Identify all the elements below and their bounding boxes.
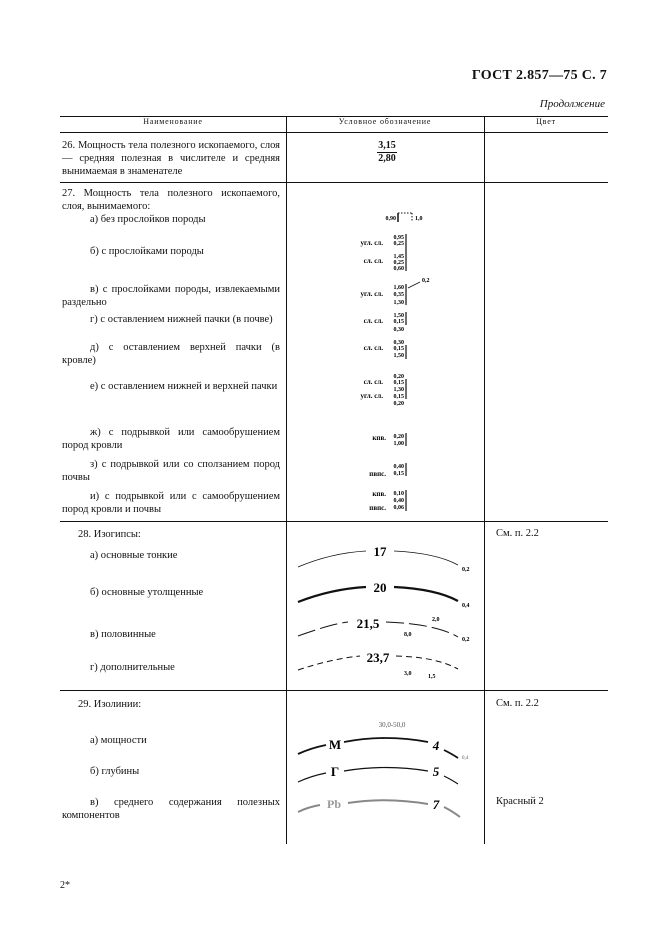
row-rule: [60, 690, 608, 691]
header-rule: [60, 132, 608, 133]
sym-label: кпв.: [372, 490, 386, 498]
line-width-label: 0,2: [462, 637, 470, 643]
sym-label: сл. сл.: [363, 257, 383, 265]
contour-line: [298, 551, 366, 567]
contour-line: [298, 622, 348, 636]
leader-line: [408, 282, 420, 288]
contour-line: [394, 587, 458, 601]
fraction-numerator: 3,15: [378, 140, 396, 151]
sym-label: 0,15: [393, 380, 404, 386]
row-27-g: г) с оставлением нижней пачки (в почве): [90, 314, 273, 325]
row-27-symbols: [286, 183, 484, 521]
row-28-color: См. п. 2.2: [496, 528, 539, 539]
sym-label: 0,20: [393, 401, 404, 407]
row-28-v: в) половинные: [90, 629, 156, 640]
dash-gap-label: 8,0: [404, 632, 412, 638]
row-28-title: 28. Изогипсы:: [78, 529, 141, 540]
sym-label: сл. сл.: [363, 378, 383, 386]
isoline: [444, 807, 460, 817]
sym-label: пвпс.: [369, 504, 386, 512]
contour-line: [394, 551, 458, 565]
sym-label: 0,60: [393, 266, 404, 272]
row-28-symbols: [286, 535, 484, 685]
isoline-value: 7: [432, 797, 440, 812]
row-27-e: е) с оставлением нижней и верхней пачки: [90, 381, 278, 392]
column-header-symbol: Условное обозначение: [338, 117, 432, 126]
contour-value: 20: [373, 580, 387, 595]
row-28-a: а) основные тонкие: [90, 550, 178, 561]
isoline-thickness: [298, 737, 469, 761]
row-26-fraction: [362, 140, 412, 165]
sym-label: 0,15: [393, 471, 404, 477]
row-27-z: з) с подрывкой или со сползанием пород почвы: [62, 459, 280, 483]
symbol-27g: [364, 312, 406, 333]
isoline-content: [298, 797, 460, 817]
row-29-b: б) глубины: [90, 766, 140, 777]
isoline: [348, 800, 428, 804]
row-27-d: д) с оставлением верхней пачки (в кровле): [62, 342, 280, 366]
sym-label: 0,40: [393, 464, 404, 470]
symbol-27e: [360, 374, 406, 407]
isoline: [344, 768, 428, 772]
isohypse-half: [298, 616, 470, 643]
isoline-depth: [298, 764, 458, 784]
sym-label: 0,20: [393, 434, 404, 440]
dash-length-label: 3,0: [404, 671, 412, 677]
sym-label: 0,2: [422, 278, 430, 284]
isoline: [298, 805, 320, 812]
fraction-denominator: 2,80: [378, 153, 396, 164]
row-29-color-v: Красный 2: [496, 796, 544, 807]
row-27-a: а) без прослойков породы: [90, 214, 206, 225]
sym-label: сл. сл.: [363, 317, 383, 325]
row-29-color: См. п. 2.2: [496, 698, 539, 709]
sym-label: 1,30: [393, 387, 404, 393]
row-rule: [60, 521, 608, 522]
row-27-b: б) с прослойками породы: [90, 246, 204, 257]
contour-line: [396, 656, 458, 669]
row-26-text: 26. Мощность тела полезного ископаемого, слоя — средняя полезная в числителе и средняя вынимаемая в знаменателе: [62, 140, 280, 177]
sym-label: 0,35: [393, 292, 404, 298]
sym-label: 0,15: [393, 319, 404, 325]
contour-line: [298, 656, 360, 670]
contour-value: 21,5: [356, 616, 380, 631]
isoline-value: 4: [432, 738, 440, 753]
contour-line: [386, 622, 458, 637]
sym-label: 0,95: [393, 235, 404, 241]
sym-label: кпв.: [372, 434, 386, 442]
sym-label: 0,25: [393, 260, 404, 266]
symbol-27z: [369, 463, 406, 478]
sym-label: 0,30: [393, 340, 404, 346]
row-28-g: г) дополнительные: [90, 662, 175, 673]
row-29-a: а) мощности: [90, 735, 147, 746]
sym-label: 0,30: [393, 327, 404, 333]
symbol-27zh: [372, 433, 406, 447]
sym-label: 1,00: [393, 441, 404, 447]
line-width-label: 0,4: [462, 603, 470, 609]
sym-label: пвпс.: [369, 470, 386, 478]
dash-gap-label: 1,5: [428, 674, 436, 680]
isoline: [444, 750, 458, 758]
row-27-title: 27. Мощность тела полезного ископаемого, слоя, вынимаемого:: [62, 188, 280, 212]
row-29-v: в) среднего содержания полезных компонентов: [62, 797, 280, 821]
row-27-zh: ж) с подрывкой или самообрушением пород кровли: [62, 427, 280, 451]
sym-label: 0,90: [385, 216, 396, 222]
isoline: [298, 745, 326, 754]
symbol-27a: [386, 213, 423, 222]
continuation-label: Продолжение: [539, 98, 605, 110]
sym-label: угл. сл.: [360, 239, 383, 247]
isoline-value: 5: [432, 764, 440, 779]
row-28-b: б) основные утолщенные: [90, 587, 204, 598]
column-header-name: Наименование: [143, 117, 203, 126]
row-27-v: в) с прослойками породы, извлекаемыми раздельно: [62, 284, 280, 308]
isohypse-thin: [298, 544, 470, 573]
isoline: [344, 738, 428, 742]
line-width-label: 0,2: [462, 567, 470, 573]
sym-label: 0,15: [393, 346, 404, 352]
sym-label: 1,0: [415, 216, 423, 222]
contour-value: 17: [373, 544, 387, 559]
dash-length-label: 2,0: [432, 617, 440, 623]
isoline-letter: Г: [330, 764, 340, 779]
sym-label: 0,25: [393, 241, 404, 247]
sym-label: 1,30: [393, 300, 404, 306]
sym-label: 0,10: [393, 491, 404, 497]
page-header: ГОСТ 2.857—75 С. 7: [471, 68, 607, 83]
isoline: [298, 773, 326, 782]
isoline: [444, 776, 458, 784]
sym-label: 0,06: [393, 505, 404, 511]
symbol-27b: [360, 234, 406, 272]
column-header-color: Цвет: [536, 117, 556, 126]
sym-label: 1,60: [393, 285, 404, 291]
sym-label: 0,15: [393, 394, 404, 400]
line-width-label: 0,4: [462, 756, 469, 761]
sym-label: 0,40: [393, 498, 404, 504]
sym-label: 1,45: [393, 254, 404, 260]
row-29-title: 29. Изолинии:: [78, 699, 142, 710]
sym-label: 1,50: [393, 353, 404, 359]
symbol-27v: [360, 278, 429, 306]
isoline-letter: М: [328, 737, 342, 752]
sym-label: сл. сл.: [363, 344, 383, 352]
row-29-symbols: [286, 712, 484, 827]
sym-label: угл. сл.: [360, 392, 383, 400]
row-27-i: и) с подрывкой или с самообрушением пород кровли и почвы: [62, 491, 280, 515]
contour-line: [298, 587, 366, 602]
contour-value: 23,7: [366, 650, 390, 665]
isohypse-thick: [298, 580, 470, 609]
page-footnote: 2*: [60, 880, 70, 891]
sym-label: 1,50: [393, 313, 404, 319]
symbol-27d: [364, 340, 406, 359]
isoline-letter: Pb: [326, 797, 342, 811]
sym-label: угл. сл.: [360, 290, 383, 298]
column-rule: [484, 116, 485, 844]
range-label: 30,0-50,0: [378, 721, 406, 729]
isohypse-additional: [298, 650, 458, 680]
sym-label: 0,20: [393, 374, 404, 380]
symbol-27i: [369, 490, 406, 512]
